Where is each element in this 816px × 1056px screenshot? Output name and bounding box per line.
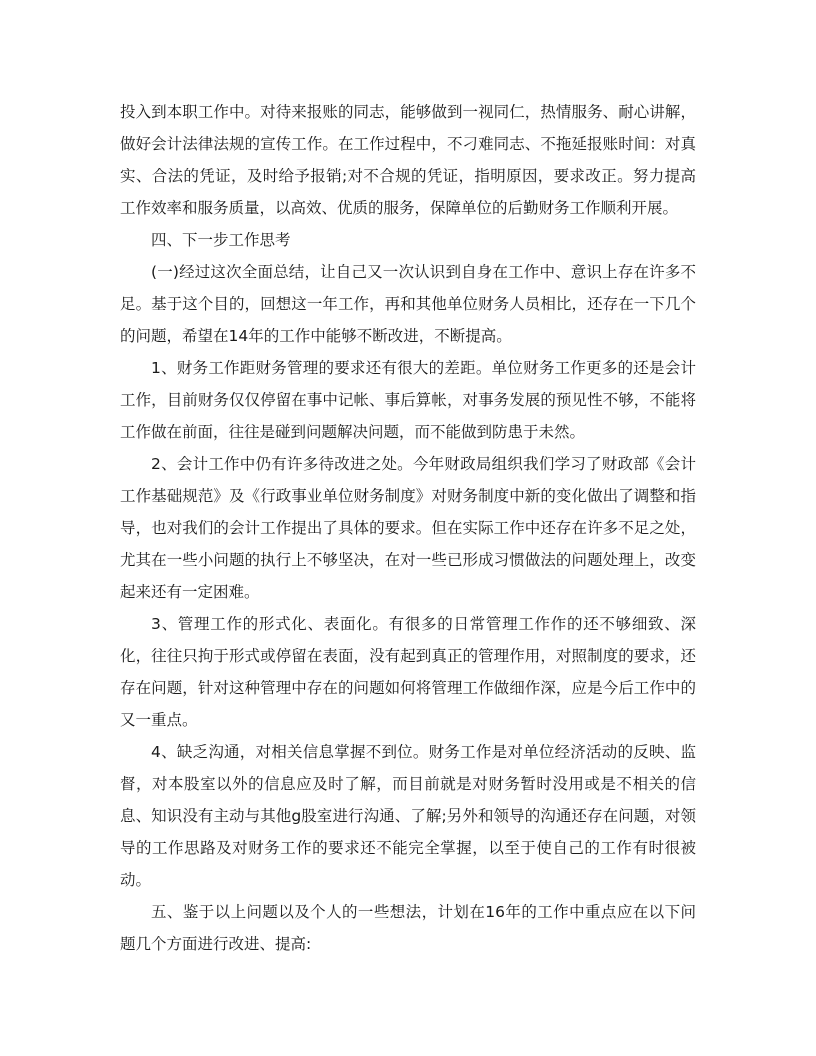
paragraph-issue-1: 1、财务工作距财务管理的要求还有很大的差距。单位财务工作更多的还是会计工作，目前财务仅仅停留在事中记帐、事后算帐，对事务发展的预见性不够，不能将工作做在前面，往往是碰到问题解决问题，而不能做到防患于未然。 xyxy=(120,359,696,441)
section-heading-improvement-plan: 五、鉴于以上问题以及个人的一些想法，计划在16年的工作中重点应在以下问题几个方面进行改进、提高: xyxy=(120,903,696,953)
paragraph-issue-2: 2、会计工作中仍有许多待改进之处。今年财政局组织我们学习了财政部《会计工作基础规范》及《行政事业单位财务制度》对财务制度中新的变化做出了调整和指导，也对我们的会计工作提出了具体的要求。但在实际工作中还存在许多不足之处，尤其在一些小问题的执行上不够坚决，在对一些已形成习惯做法的问题处理上，改变起来还有一定困难。 xyxy=(120,455,696,601)
paragraph-issue-4: 4、缺乏沟通，对相关信息掌握不到位。财务工作是对单位经济活动的反映、监督，对本股室以外的信息应及时了解，而目前就是对财务暂时没用或是不相关的信息、知识没有主动与其他g股室进行沟通、了解;另外和领导的沟通还存在问题，对领导的工作思路及对财务工作的要求还不能完全掌握，以至于使自己的工作有时很被动。 xyxy=(120,743,696,889)
section-heading-next-steps: 四、下一步工作思考 xyxy=(151,231,291,249)
paragraph-summary-reflection: (一)经过这次全面总结，让自己又一次认识到自身在工作中、意识上存在许多不足。基于这个目的，回想这一年工作，再和其他单位财务人员相比，还存在一下几个的问题，希望在14年的工作中能够不断改进，不断提高。 xyxy=(120,263,696,345)
document-body xyxy=(120,96,696,960)
paragraph-service-work: 投入到本职工作中。对待来报账的同志，能够做到一视同仁，热情服务、耐心讲解，做好会计法律法规的宣传工作。在工作过程中，不刁难同志、不拖延报账时间：对真实、合法的凭证，及时给予报销;对不合规的凭证，指明原因，要求改正。努力提高工作效率和服务质量，以高效、优质的服务，保障单位的后勤财务工作顺利开展。 xyxy=(120,103,696,217)
paragraph-issue-3: 3、管理工作的形式化、表面化。有很多的日常管理工作作的还不够细致、深化，往往只拘于形式或停留在表面，没有起到真正的管理作用，对照制度的要求，还存在问题，针对这种管理中存在的问题如何将管理工作做细作深，应是今后工作中的又一重点。 xyxy=(120,615,696,729)
